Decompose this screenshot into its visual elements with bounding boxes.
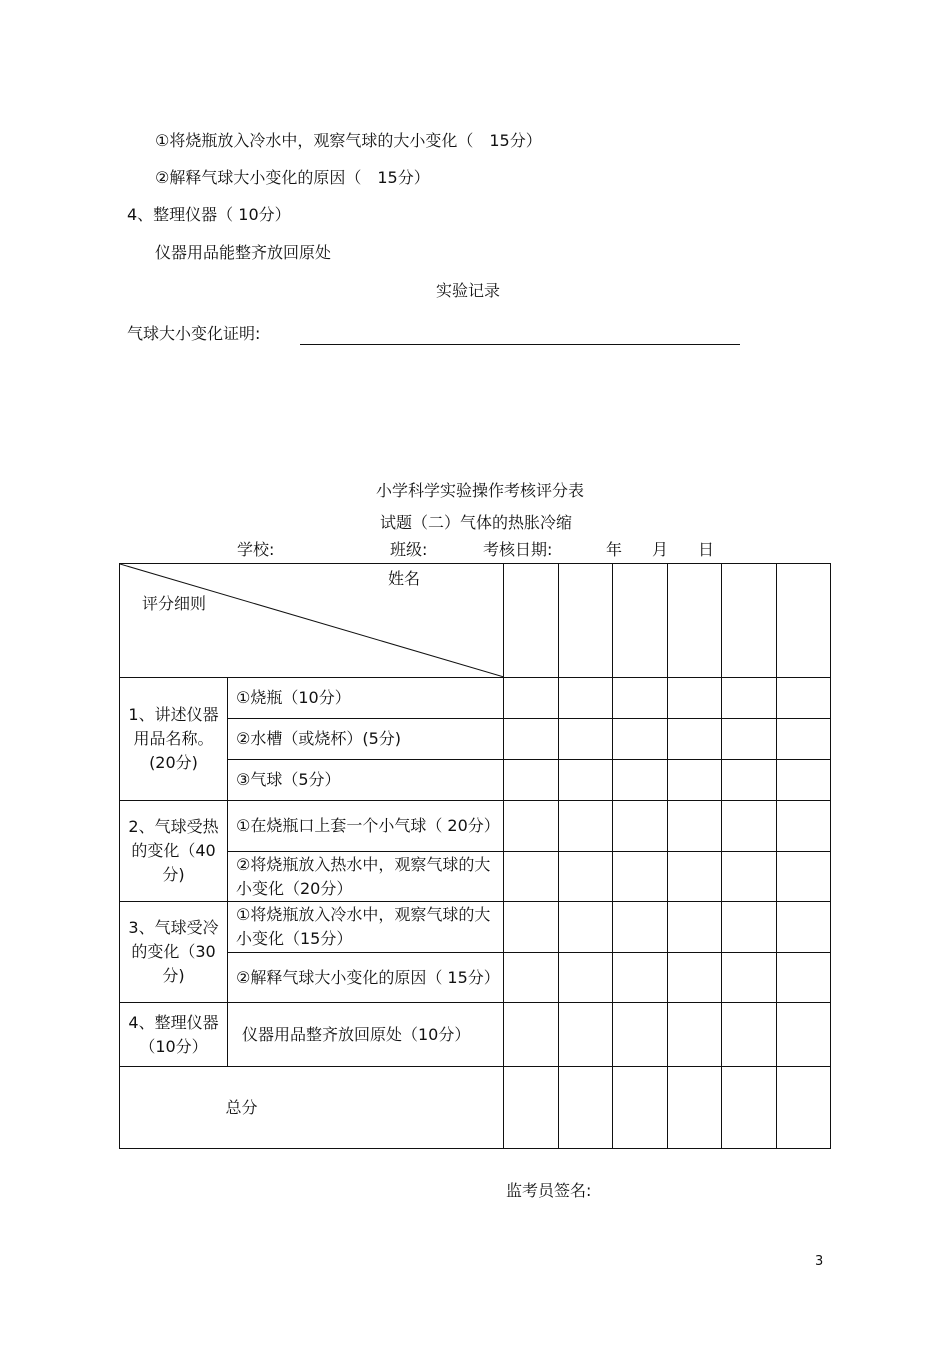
score-cell[interactable] — [777, 852, 831, 902]
form-title: 小学科学实验操作考核评分表 — [376, 481, 585, 500]
step3-item-1: ①将烧瓶放入冷水中，观察气球的大小变化（ 15分） — [155, 131, 542, 150]
class-label: 班级: — [390, 540, 428, 559]
score-cell[interactable] — [613, 953, 668, 1003]
diagonal-line — [120, 564, 504, 678]
total-label-cell — [120, 1067, 504, 1149]
score-cell[interactable] — [668, 719, 722, 760]
category-cell: 2、气球受热的变化（40分) — [120, 801, 228, 902]
score-cell[interactable] — [668, 953, 722, 1003]
score-cell[interactable] — [559, 801, 613, 852]
score-cell[interactable] — [668, 852, 722, 902]
score-cell[interactable] — [613, 678, 668, 719]
item-cell: 仪器用品整齐放回原处（10分） — [228, 1003, 504, 1067]
school-label: 学校: — [237, 540, 275, 559]
score-cell[interactable] — [559, 564, 613, 678]
form-subtitle: 试题（二）气体的热胀冷缩 — [380, 513, 573, 532]
score-cell[interactable] — [668, 902, 722, 953]
score-cell[interactable] — [559, 1067, 613, 1149]
diagonal-header-cell — [120, 564, 504, 678]
score-cell[interactable] — [777, 1067, 831, 1149]
item-cell: ①烧瓶（10分） — [228, 678, 504, 719]
score-cell[interactable] — [613, 1003, 668, 1067]
score-cell[interactable] — [504, 1003, 559, 1067]
table-header-row — [120, 564, 831, 678]
score-cell[interactable] — [777, 678, 831, 719]
item-cell: ①将烧瓶放入冷水中，观察气球的大小变化（15分） — [228, 902, 504, 953]
score-cell[interactable] — [722, 1003, 777, 1067]
date-label: 考核日期: — [483, 540, 553, 559]
score-cell[interactable] — [559, 760, 613, 801]
score-cell[interactable] — [559, 678, 613, 719]
item-cell: ②水槽（或烧杯）(5分) — [228, 719, 504, 760]
score-cell[interactable] — [504, 1067, 559, 1149]
score-cell[interactable] — [668, 678, 722, 719]
score-cell[interactable] — [613, 760, 668, 801]
score-cell[interactable] — [722, 953, 777, 1003]
total-label: 总分 — [225, 1097, 258, 1117]
score-cell[interactable] — [613, 801, 668, 852]
score-cell[interactable] — [504, 902, 559, 953]
score-cell[interactable] — [559, 902, 613, 953]
score-cell[interactable] — [777, 719, 831, 760]
score-cell[interactable] — [613, 902, 668, 953]
table-row — [120, 678, 831, 719]
table-row — [120, 801, 831, 852]
item-cell: ②将烧瓶放入热水中，观察气球的大小变化（20分） — [228, 852, 504, 902]
score-cell[interactable] — [722, 852, 777, 902]
score-cell[interactable] — [777, 760, 831, 801]
score-cell[interactable] — [722, 801, 777, 852]
step4-heading: 4、整理仪器（ 10分） — [127, 205, 291, 224]
score-cell[interactable] — [613, 852, 668, 902]
record-answer-line — [300, 344, 740, 345]
score-cell[interactable] — [668, 1003, 722, 1067]
score-cell[interactable] — [668, 1067, 722, 1149]
item-cell: ③气球（5分） — [228, 760, 504, 801]
score-cell[interactable] — [613, 1067, 668, 1149]
score-cell[interactable] — [559, 852, 613, 902]
item-cell: ②解释气球大小变化的原因（ 15分） — [228, 953, 504, 1003]
score-cell[interactable] — [504, 760, 559, 801]
score-cell[interactable] — [613, 564, 668, 678]
score-cell[interactable] — [722, 1067, 777, 1149]
name-header: 姓名 — [388, 569, 421, 588]
score-cell[interactable] — [777, 902, 831, 953]
step3-item-2: ②解释气球大小变化的原因（ 15分） — [155, 168, 430, 187]
total-row — [120, 1067, 831, 1149]
score-cell[interactable] — [777, 1003, 831, 1067]
score-cell[interactable] — [668, 564, 722, 678]
record-field-label: 气球大小变化证明: — [127, 324, 261, 343]
table-row — [120, 1003, 831, 1067]
score-cell[interactable] — [722, 760, 777, 801]
score-cell[interactable] — [559, 953, 613, 1003]
table-row — [120, 902, 831, 953]
score-cell[interactable] — [777, 801, 831, 852]
score-cell[interactable] — [722, 564, 777, 678]
category-cell: 4、整理仪器（10分） — [120, 1003, 228, 1067]
score-cell[interactable] — [559, 1003, 613, 1067]
category-cell: 1、讲述仪器用品名称。(20分) — [120, 678, 228, 801]
score-cell[interactable] — [722, 678, 777, 719]
score-cell[interactable] — [668, 801, 722, 852]
score-cell[interactable] — [504, 953, 559, 1003]
step4-item: 仪器用品能整齐放回原处 — [155, 243, 332, 262]
score-table — [119, 563, 831, 1149]
page-number: 3 — [815, 1254, 824, 1269]
month-label: 月 — [652, 540, 669, 559]
rule-header: 评分细则 — [142, 594, 207, 613]
signature-label: 监考员签名: — [506, 1181, 592, 1200]
score-cell[interactable] — [504, 852, 559, 902]
score-cell[interactable] — [613, 719, 668, 760]
score-cell[interactable] — [504, 719, 559, 760]
score-cell[interactable] — [722, 902, 777, 953]
score-cell[interactable] — [777, 953, 831, 1003]
score-cell[interactable] — [777, 564, 831, 678]
score-cell[interactable] — [504, 564, 559, 678]
score-cell[interactable] — [559, 719, 613, 760]
score-cell[interactable] — [722, 719, 777, 760]
score-cell[interactable] — [504, 678, 559, 719]
score-cell[interactable] — [504, 801, 559, 852]
day-label: 日 — [698, 540, 715, 559]
item-cell: ①在烧瓶口上套一个小气球（ 20分） — [228, 801, 504, 852]
record-title: 实验记录 — [436, 281, 501, 300]
year-label: 年 — [606, 540, 623, 559]
score-cell[interactable] — [668, 760, 722, 801]
category-cell: 3、气球受冷的变化（30分) — [120, 902, 228, 1003]
